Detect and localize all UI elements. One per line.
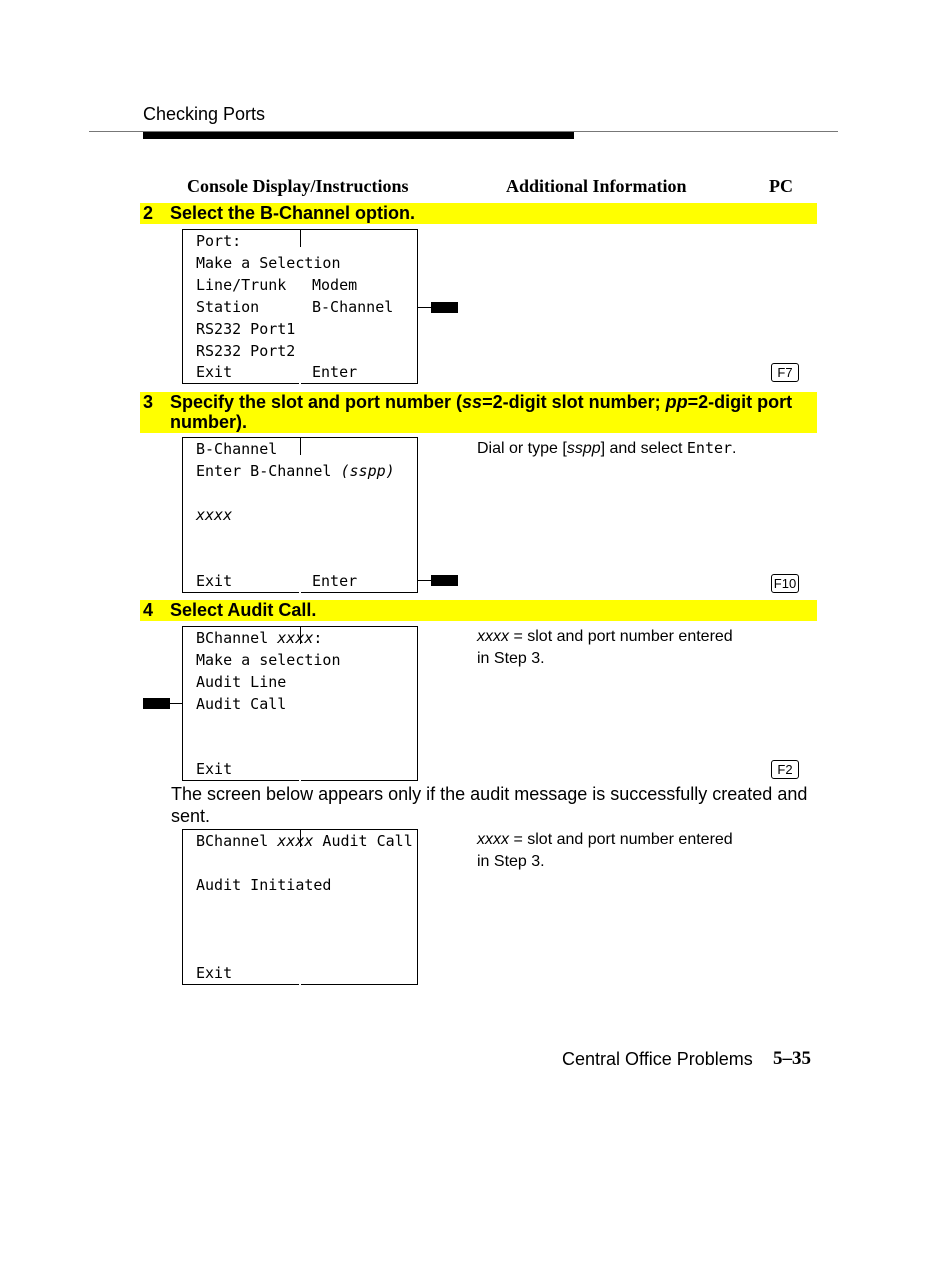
step-3-bar (140, 392, 817, 433)
button-pointer-icon (143, 698, 170, 709)
pointer-line (418, 307, 432, 308)
display-line: Make a selection (196, 651, 341, 669)
console-display-step-3 (182, 437, 418, 593)
softkey-b-channel: B-Channel (312, 298, 394, 316)
display-input-value: xxxx (196, 506, 233, 524)
softkey-line-trunk: Line/Trunk (196, 276, 287, 294)
step-title: Select the B-Channel option. (170, 203, 416, 223)
softkey-rs232-port1: RS232 Port1 (196, 320, 296, 338)
info-step-4: xxxx = slot and port number entered in Step 3. (477, 628, 733, 667)
header-thick-rule (143, 132, 574, 139)
step-number: 3 (143, 392, 154, 412)
running-head: Checking Ports (143, 104, 266, 124)
softkey-audit-call: Audit Call (196, 695, 287, 713)
step-number: 4 (143, 600, 154, 620)
step-number: 2 (143, 203, 154, 223)
note-text: The screen below appears only if the audit message is successfully created and sent. (171, 784, 808, 826)
step-2-bar (140, 203, 817, 224)
function-key-f7: F7 (771, 363, 799, 382)
softkey-exit: Exit (196, 572, 233, 590)
step-title: Specify the slot and port number (ss=2-digit slot number; pp=2-digit port number). (170, 392, 793, 432)
display-line: B-Channel (196, 440, 278, 458)
function-key-f10: F10 (771, 574, 799, 593)
pointer-line (169, 703, 182, 704)
button-pointer-icon (431, 302, 458, 313)
display-line: Port: (196, 232, 242, 250)
softkey-rs232-port2: RS232 Port2 (196, 342, 296, 360)
button-pointer-icon (431, 575, 458, 586)
softkey-enter: Enter (312, 363, 358, 381)
info-final: xxxx = slot and port number entered in Step 3. (477, 831, 733, 870)
column-console: Console Display/Instructions (187, 176, 409, 196)
info-step-3: Dial or type [sspp] and select Enter. (477, 439, 737, 457)
display-line: Enter B-Channel (sspp) (196, 462, 395, 480)
console-display-step-4 (182, 626, 418, 781)
step-title: Select Audit Call. (170, 600, 317, 620)
display-line: BChannel xxxx Audit Call (196, 832, 413, 850)
softkey-exit: Exit (196, 760, 233, 778)
column-pc: PC (769, 176, 793, 196)
softkey-audit-line: Audit Line (196, 673, 287, 691)
page-number: 5–35 (773, 1048, 811, 1069)
pointer-line (418, 580, 432, 581)
console-display-audit-initiated (182, 829, 418, 985)
softkey-exit: Exit (196, 964, 233, 982)
step-4-bar (140, 600, 817, 621)
footer-title: Central Office Problems (562, 1049, 753, 1069)
display-line: BChannel xxxx: (196, 629, 323, 647)
console-display-step-2 (182, 229, 418, 384)
softkey-exit: Exit (196, 363, 233, 381)
softkey-station: Station (196, 298, 260, 316)
softkey-modem: Modem (312, 276, 358, 294)
column-info: Additional Information (506, 176, 687, 196)
display-line: Make a Selection (196, 254, 341, 272)
softkey-enter: Enter (312, 572, 358, 590)
display-line: Audit Initiated (196, 876, 332, 894)
function-key-f2: F2 (771, 760, 799, 779)
